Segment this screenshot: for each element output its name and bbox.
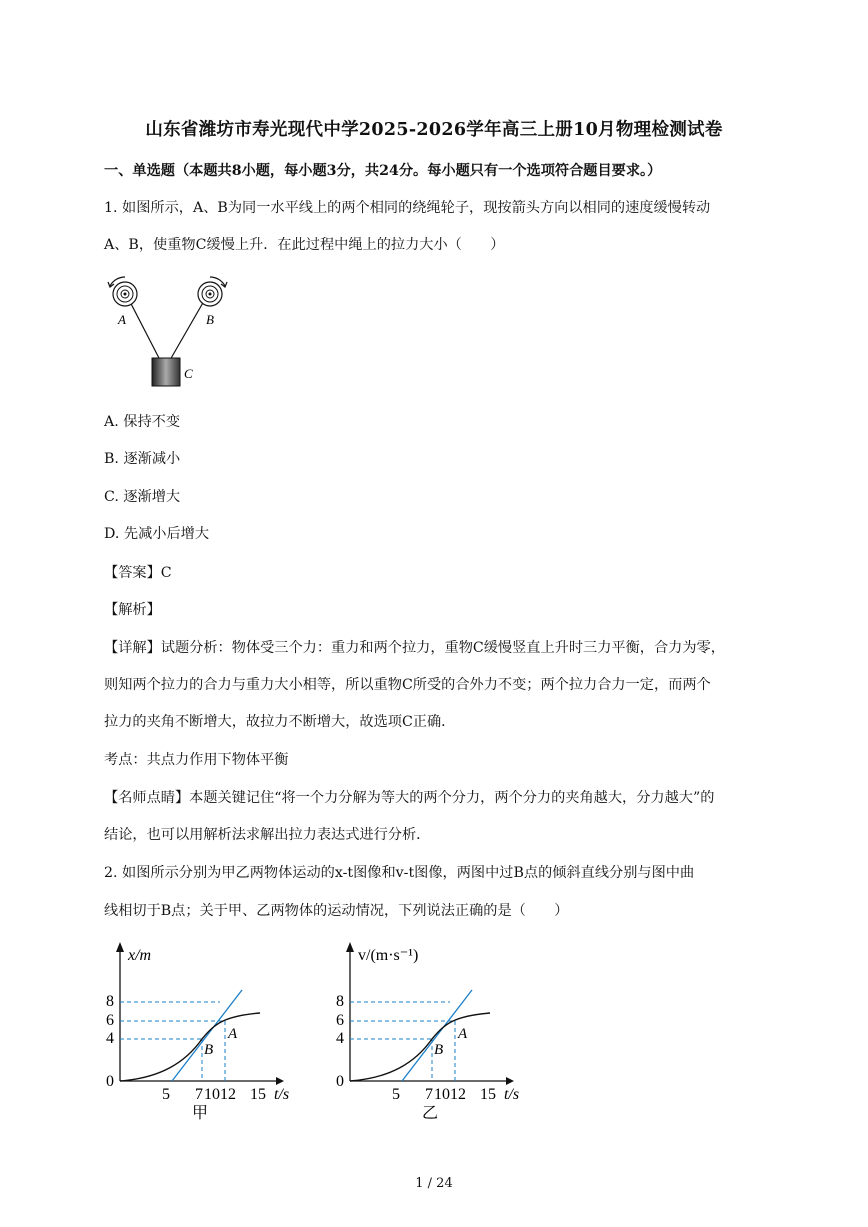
q1-stem-line2: A、B，使重物C缓慢上升．在此过程中绳上的拉力大小（ ） bbox=[104, 237, 505, 253]
label-b: B bbox=[206, 312, 214, 327]
q2-graph-xt bbox=[100, 938, 310, 1128]
xtick-7: 7 bbox=[195, 1086, 203, 1103]
ylabel: v/(m·s⁻¹) bbox=[358, 947, 419, 964]
ytick-6: 6 bbox=[106, 1012, 114, 1029]
q2-stem-line2: 线相切于B点；关于甲、乙两物体的运动情况，下列说法正确的是（ ） bbox=[104, 903, 569, 919]
origin-label: 0 bbox=[336, 1073, 344, 1090]
weight-c bbox=[152, 358, 180, 386]
wheel-b-icon bbox=[198, 277, 227, 306]
label-c: C bbox=[184, 366, 193, 381]
section-heading: 一、单选题（本题共8小题，每小题3分，共24分。每小题只有一个选项符合题目要求。） bbox=[104, 163, 662, 179]
xtick-5: 5 bbox=[392, 1086, 400, 1103]
q2-graph-vt bbox=[330, 938, 550, 1128]
xtick-12: 12 bbox=[450, 1086, 466, 1103]
ytick-8: 8 bbox=[106, 993, 114, 1010]
q1-detail-line3: 拉力的夹角不断增大，故拉力不断增大，故选项C正确． bbox=[104, 714, 456, 730]
vt-curve bbox=[350, 1013, 490, 1081]
ytick-6: 6 bbox=[336, 1012, 344, 1029]
ylabel: x/m bbox=[128, 947, 152, 964]
graph-caption: 甲 bbox=[192, 1103, 209, 1122]
q1-detail-line1: 【详解】试题分析：物体受三个力：重力和两个拉力，重物C缓慢竖直上升时三力平衡，合力为零， bbox=[104, 640, 725, 656]
xtick-15: 15 bbox=[250, 1086, 266, 1103]
q1-kaodian: 考点：共点力作用下物体平衡 bbox=[104, 752, 289, 768]
xtick-12: 12 bbox=[220, 1086, 236, 1103]
xtick-15: 15 bbox=[480, 1086, 496, 1103]
q1-option-b: B. 逐渐减小 bbox=[104, 451, 181, 467]
point-b-label: B bbox=[204, 1042, 214, 1058]
ytick-8: 8 bbox=[336, 993, 344, 1010]
q1-answer: 【答案】C bbox=[104, 565, 172, 581]
point-a-label: A bbox=[458, 1026, 468, 1042]
xlabel: t/s bbox=[504, 1086, 520, 1103]
xtick-5: 5 bbox=[162, 1086, 170, 1103]
q1-option-d: D. 先减小后增大 bbox=[104, 526, 210, 542]
q1-option-c: C. 逐渐增大 bbox=[104, 489, 181, 505]
point-a-label: A bbox=[228, 1026, 238, 1042]
wheel-a-icon bbox=[108, 277, 137, 306]
ytick-4: 4 bbox=[106, 1030, 114, 1047]
page-number: 1 / 24 bbox=[415, 1176, 453, 1191]
label-a: A bbox=[118, 312, 126, 327]
ytick-4: 4 bbox=[336, 1030, 344, 1047]
xt-curve bbox=[120, 1013, 260, 1081]
page-title: 山东省潍坊市寿光现代中学2025-2026学年高三上册10月物理检测试卷 bbox=[145, 120, 723, 140]
xtick-7: 7 bbox=[425, 1086, 433, 1103]
q1-stem-line1: 1. 如图所示，A、B为同一水平线上的两个相同的绕绳轮子，现按箭头方向以相同的速度缓慢转动 bbox=[104, 200, 711, 216]
q1-analysis-head: 【解析】 bbox=[104, 602, 161, 618]
q1-pulley-figure bbox=[100, 272, 214, 392]
xlabel: t/s bbox=[274, 1086, 290, 1103]
point-b-label: B bbox=[434, 1042, 444, 1058]
q1-detail-line2: 则知两个拉力的合力与重力大小相等，所以重物C所受的合外力不变；两个拉力合力一定，而两个 bbox=[104, 677, 711, 693]
q1-mingshi-line2: 结论，也可以用解析法求解出拉力表达式进行分析． bbox=[104, 827, 431, 843]
q1-mingshi-line1: 【名师点睛】本题关键记住“将一个力分解为等大的两个分力，两个分力的夹角越大，分力越大”的 bbox=[104, 790, 715, 806]
q2-stem-line1: 2. 如图所示分别为甲乙两物体运动的x-t图像和v-t图像，两图中过B点的倾斜直线分别与图中曲 bbox=[104, 865, 695, 881]
origin-label: 0 bbox=[106, 1073, 114, 1090]
graph-caption: 乙 bbox=[422, 1103, 439, 1122]
q1-option-a: A. 保持不变 bbox=[104, 414, 181, 430]
xtick-10: 10 bbox=[434, 1086, 450, 1103]
xtick-10: 10 bbox=[204, 1086, 220, 1103]
